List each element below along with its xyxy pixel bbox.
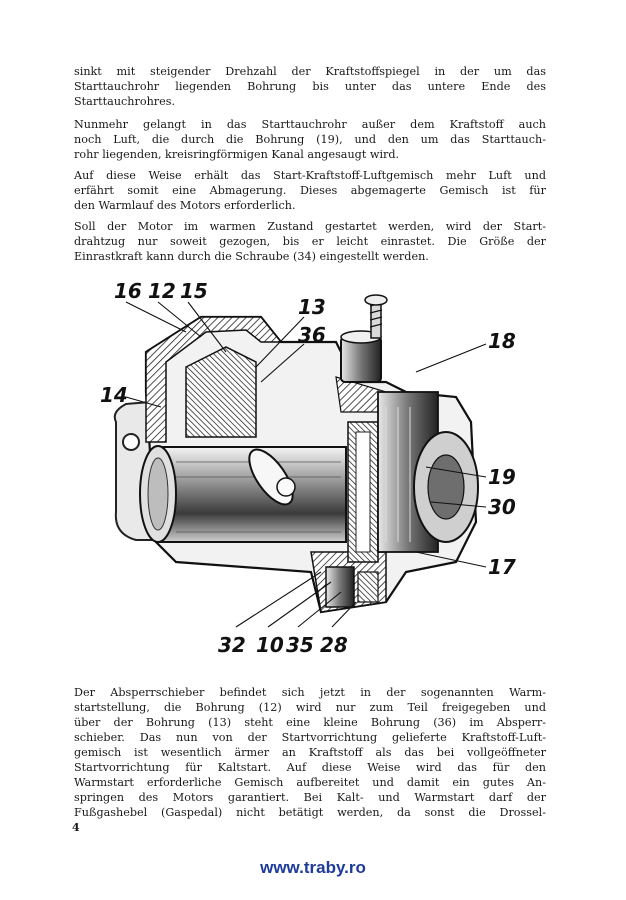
text-line: sinkt mit steigender Drehzahl der Kraftstoffspiegel in der um das <box>74 65 546 78</box>
callout-32: 32 <box>218 633 246 657</box>
text-line: erfährt somit eine Abmagerung. Dieses abgemagerte Gemisch ist für <box>74 184 546 197</box>
callout-30: 30 <box>488 495 516 519</box>
callout-36: 36 <box>298 323 326 347</box>
text-line: Auf diese Weise erhält das Start-Kraftstoff-Luftgemisch mehr Luft und <box>74 169 546 182</box>
text-line: Soll der Motor im warmen Zustand gestartet werden, wird der Start- <box>74 220 546 233</box>
callout-12: 12 <box>148 279 176 303</box>
text-line: Fußgashebel (Gaspedal) nicht betätigt werden, da sonst die Drossel- <box>74 806 546 819</box>
text-line: Startvorrichtung für Kaltstart. Auf diese Weise wird das für den <box>74 761 546 774</box>
text-line: drahtzug nur soweit gezogen, bis er leicht einrastet. Die Größe der <box>74 235 546 248</box>
text-line: Warmstart erforderliche Gemisch aufbereitet und damit ein gutes An- <box>74 776 546 789</box>
text-line: Einrastkraft kann durch die Schraube (34) eingestellt werden. <box>74 250 429 263</box>
callout-18: 18 <box>488 329 516 353</box>
text-line: über der Bohrung (13) steht eine kleine Bohrung (36) im Absperr- <box>74 716 546 729</box>
paragraph-5 <box>74 685 546 820</box>
text-line: noch Luft, die durch die Bohrung (19), und den um das Starttauch- <box>74 133 546 146</box>
callout-13: 13 <box>298 295 326 319</box>
callout-19: 19 <box>488 465 516 489</box>
text-line: Starttauchrohr liegenden Bohrung bis unter das untere Ende des <box>74 80 546 93</box>
callout-10: 10 <box>256 633 284 657</box>
callout-15: 15 <box>180 279 208 303</box>
callout-35: 35 <box>286 633 314 657</box>
callout-16: 16 <box>114 279 142 303</box>
footer-url[interactable]: www.traby.ro <box>260 858 366 877</box>
text-line: den Warmlauf des Motors erforderlich. <box>74 199 296 212</box>
text-line: rohr liegenden, kreisringförmigen Kanal angesaugt wird. <box>74 148 400 161</box>
text-line: startstellung, die Bohrung (12) wird nur zum Teil freigegeben und <box>74 701 546 714</box>
text-line: springen des Motors garantiert. Bei Kalt- und Warmstart darf der <box>74 791 546 804</box>
text-line: Nunmehr gelangt in das Starttauchrohr außer dem Kraftstoff auch <box>74 118 546 131</box>
callout-17: 17 <box>488 555 516 579</box>
paragraph-4 <box>74 219 546 264</box>
paragraph-2 <box>74 117 546 162</box>
text-line: Starttauchrohres. <box>74 95 176 108</box>
paragraph-3 <box>74 168 546 213</box>
text-line: Der Absperrschieber befindet sich jetzt in der sogenannten Warm- <box>74 686 546 699</box>
text-line: schieber. Das nun von der Startvorrichtung gelieferte Kraftstoff-Luft- <box>74 731 546 744</box>
callout-28: 28 <box>320 633 348 657</box>
carburetor-cutaway-illustration <box>86 272 546 672</box>
text-line: gemisch ist wesentlich ärmer an Kraftstoff als das bei vollgeöffneter <box>74 746 546 759</box>
callout-14: 14 <box>100 383 128 407</box>
page-number: 4 <box>72 821 80 834</box>
paragraph-1 <box>74 64 546 109</box>
